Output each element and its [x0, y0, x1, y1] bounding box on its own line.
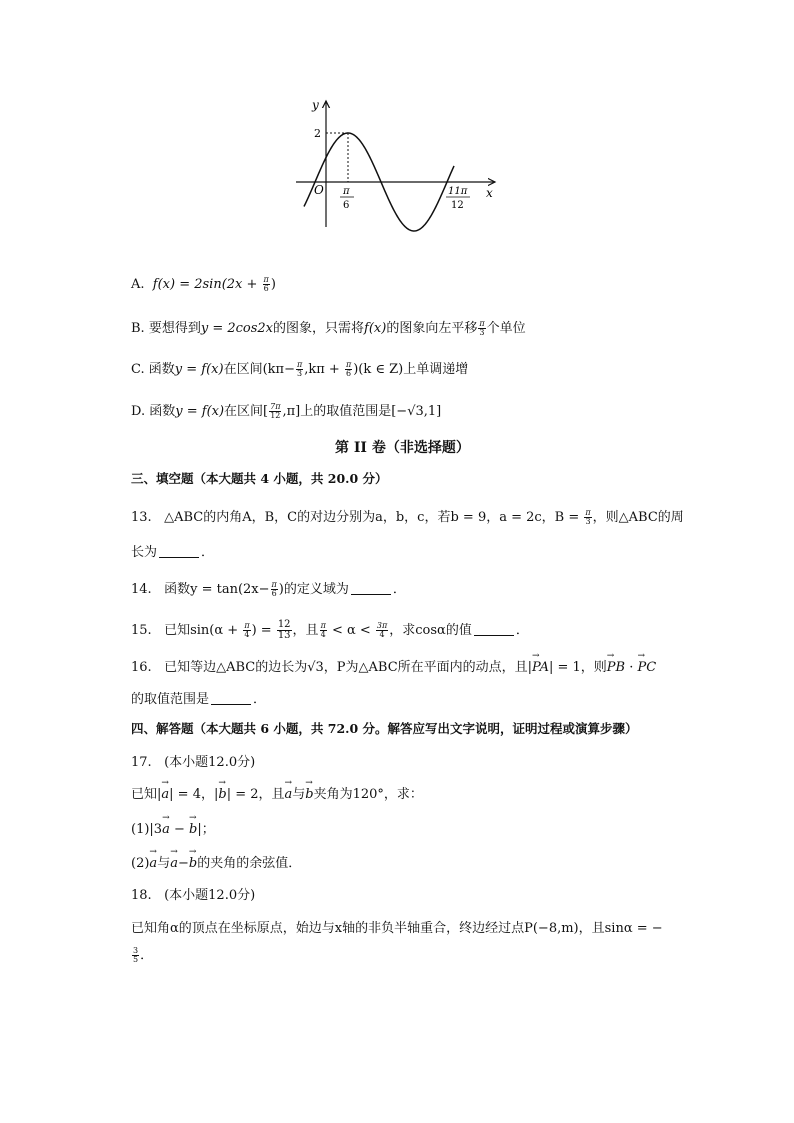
question-15: 15. 已知sin(α + $\frac{\pi}{4}$ ) = $\frac{12}{13}$ ，且 $\frac{\pi}{4}$ < α < $\frac{3\pi}{4}$ ，求cosα的值 ． — [131, 619, 529, 641]
answer-blank[interactable] — [159, 545, 199, 558]
x-tick2-num: 11π — [448, 186, 468, 197]
question-17-header: 17. (本小题12.0分) — [131, 755, 256, 770]
question-17-part1: (1)|3→ a − → b|； — [131, 818, 215, 837]
question-14: 14. 函数y = tan(2x− $\frac{\pi}{6}$ )的定义域为 ． — [131, 580, 406, 598]
question-18-header: 18. (本小题12.0分) — [131, 888, 256, 903]
answer-blank[interactable] — [351, 582, 391, 595]
answer-blank[interactable] — [474, 623, 514, 636]
section-title: 第 II 卷（非选择题） — [335, 440, 470, 456]
question-17-line1: 已知|→ a| = 4，|→ b| = 2，且→ a与→ b夹角为120°，求： — [131, 783, 423, 802]
question-17-part2: (2)→ a与→ a−→ b的夹角的余弦值． — [131, 852, 301, 871]
x-tick2-den: 12 — [451, 200, 464, 211]
x-axis-label: x — [486, 186, 493, 200]
question-18-line2: $\frac{3}{5}$ ． — [133, 946, 154, 964]
function-graph — [290, 95, 510, 235]
section3-header: 三、填空题（本大题共 4 小题，共 20.0 分） — [131, 471, 388, 486]
option-c: C. 函数y = f(x)在区间(kπ− $\frac{\pi}{3}$ ,kπ + $\frac{\pi}{6}$ )(k ∈ Z)上单调递增 — [131, 360, 469, 378]
y-axis-label: y — [312, 98, 319, 112]
question-16-line2: 的取值范围是 ． — [131, 692, 267, 707]
x-tick1-num: π — [343, 186, 350, 197]
y-tick-label: 2 — [314, 127, 321, 140]
question-16: 16. 已知等边△ABC的边长为√3，P为△ABC所在平面内的动点，且|→ PA| = 1，则→ PB · → PC — [131, 656, 656, 675]
question-13-line2: 长为 ． — [131, 545, 215, 560]
origin-label: O — [314, 183, 324, 197]
x-tick1-den: 6 — [343, 200, 350, 211]
answer-blank[interactable] — [211, 692, 251, 705]
option-a: A. f(x) = 2sin(2x + $\frac{\pi}{6}$ ) — [131, 275, 276, 293]
option-d: D. 函数y = f(x)在区间[ $\frac{7\pi}{12}$ ,π]上的取值范围是[−√3,1] — [131, 402, 442, 420]
question-18-line1: 已知角α的顶点在坐标原点，始边与x轴的非负半轴重合，终边经过点P(−8,m)，且sinα = − — [131, 921, 663, 936]
question-13: 13. △ABC的内角A，B，C的对边分别为a，b，c，若b = 9，a = 2c，B = $\frac{\pi}{3}$ ，则△ABC的周 — [131, 508, 684, 526]
option-b: B. 要想得到y = 2cos2x的图象，只需将f(x)的图象向左平移 $\frac{\pi}{3}$ 个单位 — [131, 319, 526, 337]
section4-header: 四、解答题（本大题共 6 小题，共 72.0 分。解答应写出文字说明，证明过程或演算步骤） — [131, 721, 638, 736]
